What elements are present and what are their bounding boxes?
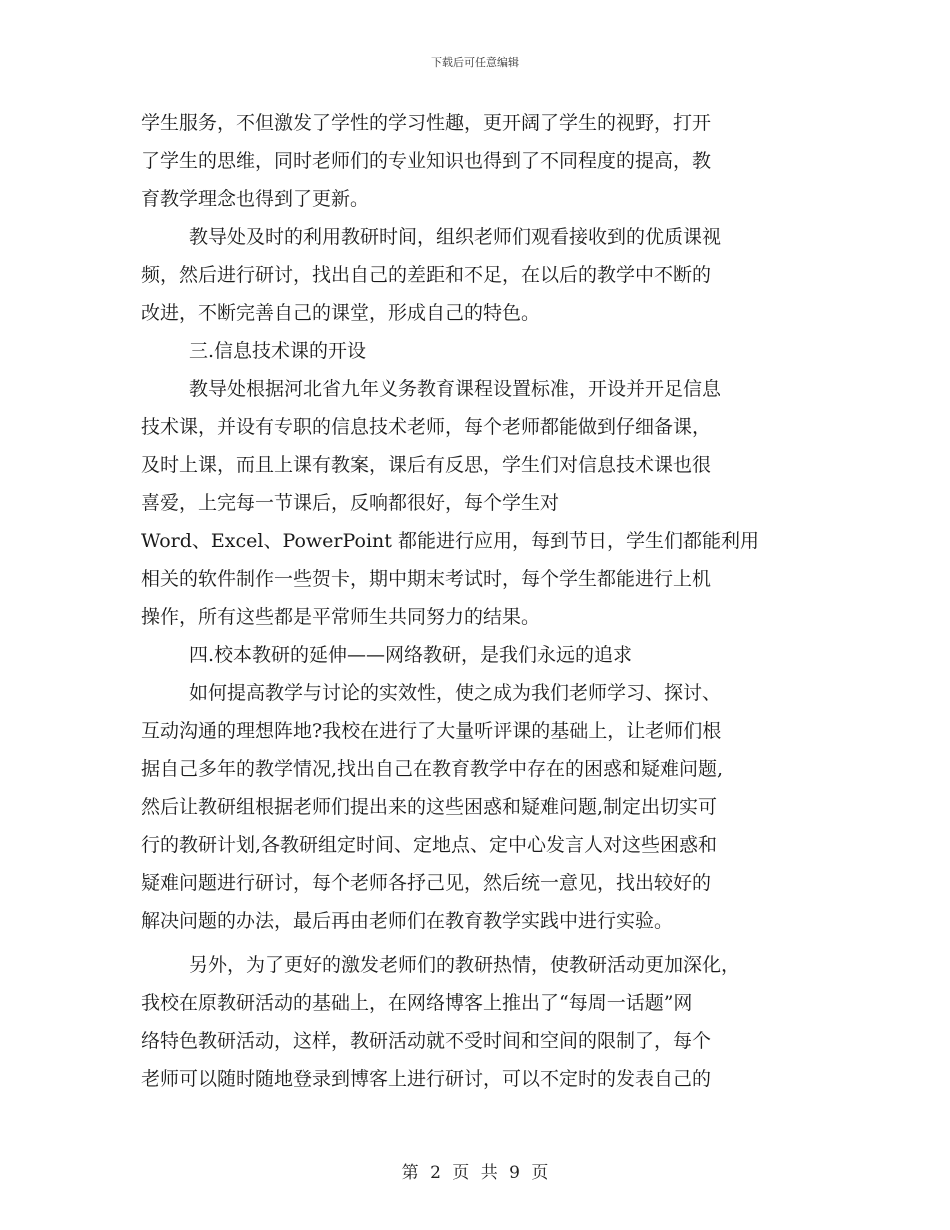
text-line: 了学生的思维，同时老师们的专业知识也得到了不同程度的提高，教: [141, 150, 712, 172]
text-line: 及时上课，而且上课有教案，课后有反思，学生们对信息技术课也很: [141, 454, 712, 476]
section-heading: 三.信息技术课的开设: [189, 340, 367, 362]
text-line: 我校在原教研活动的基础上，在网络博客上推出了“每周一话题”网: [141, 992, 693, 1014]
text-line: 技术课，并设有专职的信息技术老师，每个老师都能做到仔细备课，: [141, 416, 712, 438]
document-body: [141, 104, 811, 1098]
text-line: 相关的软件制作一些贺卡，期中期末考试时，每个学生都能进行上机: [141, 568, 712, 590]
text-line: 操作，所有这些都是平常师生共同努力的结果。: [141, 606, 541, 628]
section-heading: 四.校本教研的延伸——网络教研，是我们永远的追求: [189, 644, 633, 666]
text-line: 频，然后进行研讨，找出自己的差距和不足，在以后的教学中不断的: [141, 264, 712, 286]
text-line: 络特色教研活动，这样，教研活动就不受时间和空间的限制了，每个: [141, 1030, 712, 1052]
text-line: 解决问题的办法，最后再由老师们在教育教学实践中进行实验。: [141, 910, 674, 932]
text-line: Word、Excel、PowerPoint 都能进行应用，每到节日，学生们都能利用: [141, 530, 759, 552]
text-line: 据自己多年的教学情况,找出自己在教育教学中存在的困惑和疑难问题,: [141, 758, 724, 780]
text-line: 互动沟通的理想阵地?我校在进行了大量听评课的基础上，让老师们根: [141, 720, 722, 742]
text-line: 疑难问题进行研讨，每个老师各抒己见，然后统一意见，找出较好的: [141, 872, 712, 894]
text-line: 喜爱，上完每一节课后，反响都很好，每个学生对: [141, 492, 560, 514]
text-line: 教导处根据河北省九年义务教育课程设置标准，开设并开足信息: [189, 378, 722, 400]
text-line: 行的教研计划,各教研组定时间、定地点、定中心发言人对这些困惑和: [141, 834, 718, 856]
text-line: 然后让教研组根据老师们提出来的这些困惑和疑难问题,制定出切实可: [141, 796, 718, 818]
text-line: 另外，为了更好的激发老师们的教研热情，使教研活动更加深化，: [189, 954, 741, 976]
text-line: 学生服务，不但激发了学性的学习性趣，更开阔了学生的视野，打开: [141, 112, 712, 134]
page-header: 下载后可任意编辑: [431, 56, 519, 69]
page-number: 第 2 页 共 9 页: [401, 1163, 549, 1183]
text-line: 育教学理念也得到了更新。: [141, 188, 370, 210]
text-line: 教导处及时的利用教研时间，组织老师们观看接收到的优质课视: [189, 226, 722, 248]
text-line: 如何提高教学与讨论的实效性，使之成为我们老师学习、探讨、: [189, 682, 722, 704]
text-line: 老师可以随时随地登录到博客上进行研讨，可以不定时的发表自己的: [141, 1068, 712, 1090]
text-line: 改进，不断完善自己的课堂，形成自己的特色。: [141, 302, 541, 324]
